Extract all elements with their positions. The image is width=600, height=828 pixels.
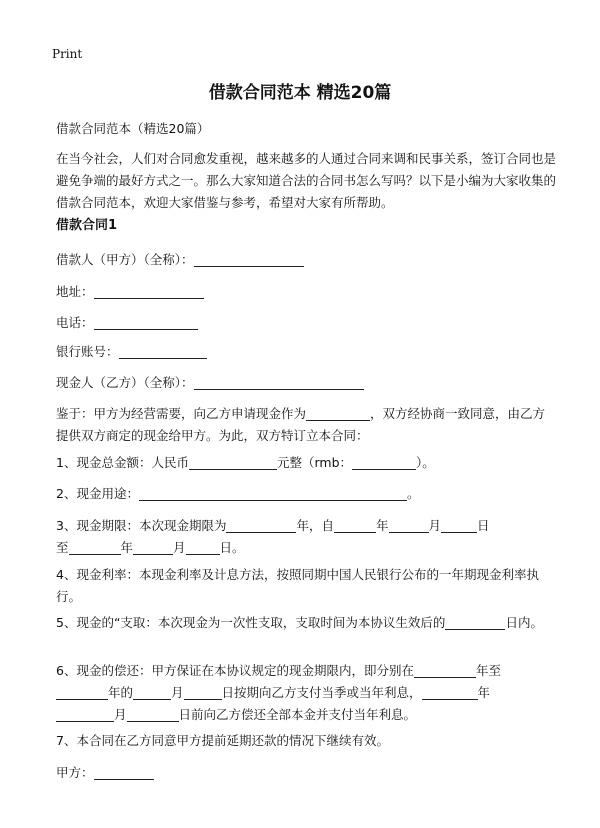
phone-label: 电话：	[56, 315, 94, 330]
party-b-label: 现金人（乙方）（全称）：	[56, 375, 194, 390]
clause-3-blank-start-month	[389, 518, 429, 533]
preamble-blank	[306, 406, 370, 421]
clause-3-text-d: 月	[428, 518, 442, 533]
party-b-blank	[194, 375, 364, 390]
clause-6-blank-2	[56, 685, 108, 700]
party-b-field	[56, 372, 556, 394]
clause-3-blank-years	[226, 518, 296, 533]
clause-1-text-b: 元整（rmb：	[276, 455, 352, 470]
address-blank	[94, 284, 204, 299]
clause-3-text-g: 年	[120, 540, 134, 555]
clause-6-blank-4	[184, 685, 222, 700]
clause-6-text-h: 日前向乙方偿还全部本金并支付当年利息。	[178, 707, 417, 722]
section-heading: 借款合同1	[56, 218, 118, 233]
clause-1-blank-rmb	[352, 455, 416, 470]
clause-1	[56, 452, 556, 474]
clause-2-text-b: 。	[406, 486, 420, 501]
clause-3-text-h: 月	[173, 540, 186, 555]
clause-3-text-b: 年，自	[296, 518, 334, 533]
clause-6-text-b: 年至	[475, 663, 501, 678]
clause-3-text-i: 日。	[219, 540, 245, 555]
clause-6-text-g: 月	[114, 707, 127, 722]
clause-3-text-c: 年	[375, 518, 389, 533]
party-a-blank	[194, 252, 304, 267]
clause-5	[56, 612, 556, 634]
clause-6-text-e: 日按期向乙方支付当季或当年利息，	[221, 685, 422, 700]
clause-6-text-d: 月	[171, 685, 184, 700]
clause-1-text-a: 1、现金总金额：人民币	[56, 455, 189, 470]
document-subtitle: 借款合同范本（精选20篇）	[56, 121, 210, 136]
phone-blank	[94, 315, 198, 330]
clause-6-text-c: 年的	[108, 685, 134, 700]
print-link[interactable]: Print	[52, 47, 83, 61]
preamble-text-b: ，双方经协商一致同意，由乙方提供双方商定的现金给甲方。为此，双方特订立本合同：	[56, 406, 546, 443]
party-a-field	[56, 249, 556, 271]
signature-blank	[94, 765, 154, 780]
clause-4: 4、现金利率：本现金利率及计息方法，按照同期中国人民银行公布的一年期现金利率执行。	[56, 567, 539, 604]
clause-3-blank-start-day	[441, 518, 477, 533]
preamble-text-a: 鉴于：甲方为经营需要，向乙方申请现金作为	[56, 406, 307, 421]
phone-field	[56, 312, 556, 334]
clause-6-text-a: 6、现金的偿还：甲方保证在本协议规定的现金期限内，即分别在	[56, 663, 414, 678]
clause-3-blank-end-month	[133, 540, 173, 555]
clause-3-blank-end-year	[69, 540, 121, 555]
clause-3-text-e: 日	[477, 518, 490, 533]
clause-6-blank-5	[422, 685, 478, 700]
clause-6-blank-3	[133, 685, 171, 700]
clause-3-blank-start-year	[334, 518, 376, 533]
clause-1-blank-amount	[189, 455, 277, 470]
clause-5-blank	[445, 615, 505, 630]
clause-2-text-a: 2、现金用途：	[56, 486, 139, 501]
clause-3-text-f: 至	[56, 540, 69, 555]
address-field	[56, 281, 556, 303]
clause-6-text-f: 年	[477, 685, 491, 700]
clause-2	[56, 483, 556, 505]
bank-account-label: 银行账号：	[56, 344, 119, 359]
party-a-label: 借款人（甲方）（全称）：	[56, 252, 194, 267]
clause-3	[56, 515, 556, 559]
clause-7: 7、本合同在乙方同意甲方提前延期还款的情况下继续有效。	[56, 733, 389, 748]
clause-6	[56, 660, 556, 726]
clause-5-text-b: 日内。	[505, 615, 543, 630]
signature-label: 甲方：	[56, 765, 94, 780]
bank-account-field	[56, 341, 556, 363]
address-label: 地址：	[56, 284, 94, 299]
preamble-paragraph	[56, 403, 556, 447]
clause-3-text-a: 3、现金期限：本次现金期限为	[56, 518, 227, 533]
signature-party-a	[56, 762, 556, 784]
clause-6-blank-7	[127, 707, 179, 722]
clause-5-text-a: 5、现金的“支取：本次现金为一次性支取，支取时间为本协议生效后的	[56, 615, 446, 630]
intro-paragraph: 在当今社会，人们对合同愈发重视，越来越多的人通过合同来调和民事关系，签订合同也是避免争端的最好方式之一。那么大家知道合法的合同书怎么写吗？以下是小编为大家收集的借款合同范本，欢迎大家借鉴与参考，希望对大家有所帮助。	[56, 151, 557, 210]
document-title: 借款合同范本 精选20篇	[208, 83, 392, 103]
clause-2-blank	[139, 486, 407, 501]
clause-6-blank-1	[414, 663, 476, 678]
clause-3-blank-end-day	[186, 540, 220, 555]
clause-1-text-c: ）。	[416, 455, 435, 470]
bank-account-blank	[119, 344, 207, 359]
clause-6-blank-6	[56, 707, 114, 722]
